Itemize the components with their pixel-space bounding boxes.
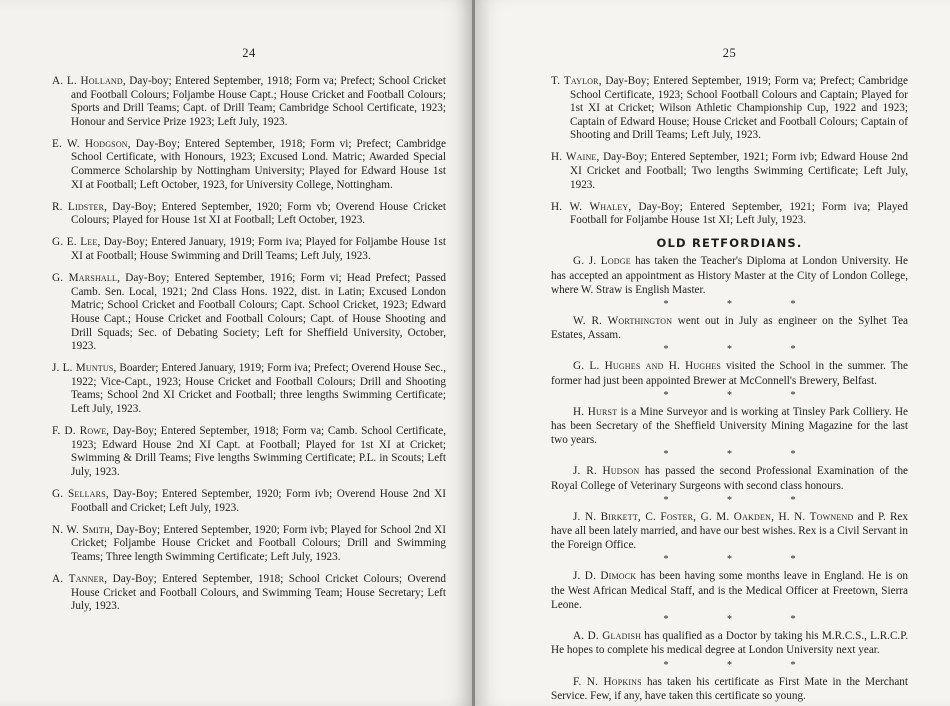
news-text: has been having some months leave in England. He is on the West African Medical Staff, and is the Medical Officer at Freetown, Sierra Leone. [551, 570, 908, 611]
leaver-name: A. Tanner, [52, 572, 108, 585]
leaver-details: Day-Boy; Entered September, 1920; Form ivb; Overend House 2nd XI Football and Cricket; Left July, 1923. [71, 487, 446, 514]
leaver-entry [551, 201, 908, 228]
leaver-details: Day-Boy; Entered September, 1921; Form iva; Played Football for Foljambe House 1st XI; Left July, 1923. [570, 200, 908, 227]
leaver-entry [52, 201, 446, 228]
section-heading: OLD RETFORDIANS. [656, 236, 803, 251]
leaver-entry [551, 75, 908, 143]
leaver-entry [52, 272, 446, 354]
leaver-name: G. E. Lee, [52, 236, 101, 249]
leaver-name: G. Marshall, [52, 272, 121, 285]
news-item [551, 629, 908, 657]
separator: * * * [663, 299, 824, 311]
page-number: 24 [242, 46, 256, 60]
leaver-entry [52, 524, 446, 565]
news-text: has qualified as a Doctor by taking his M.R.C.S., L.R.C.P. He hopes to complete his medical degree at London University next year. [551, 630, 908, 657]
leaver-name: H. Waine, [551, 151, 600, 164]
news-name: H. Hurst [573, 405, 618, 418]
news-item [551, 405, 908, 448]
leaver-details: Boarder; Entered January, 1919; Form iva; Prefect; Overend House Sec., 1922; Vice-Capt., 1923; House Cricket and Football Colours; Drill and Shooting Teams; School 2nd XI Cricket and Football; three lengths Swimming Certificate; Left July, 1923. [71, 362, 446, 415]
leaver-entry [52, 138, 446, 192]
leaver-name: A. L. Holland, [52, 75, 126, 87]
separator: * * * [663, 449, 824, 461]
news-text: has taken his certificate as First Mate in the Merchant Service. Few, if any, have taken this certificate so young. [551, 675, 909, 702]
news-name: G. J. Lodge [573, 255, 631, 268]
leaver-details: Day-Boy; Entered September, 1918; Form vi; Prefect; Cambridge School Certificate, with Honours, 1923; Excused Lond. Matric; Awarded Special Commerce Scholarship by Nottingham University; Played for Edward House 1st XI at Football; Left October, 1923, for University College, Nottingham. [71, 137, 446, 191]
leaver-entry [52, 75, 446, 129]
leaver-details: Day-Boy; Entered September, 1918; Form va; Camb. School Certificate, 1923; Edward House 2nd XI Capt. at Football; Played for 1st XI at Cricket; Swimming & Drill Teams; Five lengths Swimming Certificate; P.L. in Scouts; Left July, 1923. [71, 425, 446, 478]
news-name: G. L. Hughes and H. Hughes [573, 360, 722, 373]
news-name: A. D. Gladish [573, 630, 642, 643]
separator: * * * [663, 494, 824, 506]
news-item [551, 254, 908, 297]
news-text: and P. Rex have all been lately married, and have our best wishes. Rex is a Civil Servant in the Foreign Office. [551, 510, 908, 552]
left-page [0, 0, 474, 706]
leaver-name: G. Sellars, [52, 487, 109, 500]
news-name: J. R. Hudson [573, 465, 640, 478]
separator: * * * [663, 659, 824, 671]
leaver-name: E. W. Hodgson, [52, 137, 131, 150]
leaver-entry [52, 236, 446, 263]
news-item [551, 675, 908, 703]
leaver-name: F. D. Rowe, [52, 425, 110, 438]
news-item [551, 314, 908, 342]
leaver-entry [52, 425, 446, 479]
news-name: W. R. Worthington [573, 315, 673, 328]
leaver-name: H. W. Whaley, [551, 200, 632, 213]
page-number: 25 [722, 46, 737, 60]
leaver-entry [52, 573, 446, 614]
leaver-entry [52, 488, 446, 515]
separator: * * * [663, 389, 824, 401]
leaver-name: T. Taylor, [551, 75, 602, 87]
old-boys-news [551, 254, 908, 702]
leaver-entry [551, 151, 908, 192]
leaver-details: Day-Boy; Entered September, 1921; Form ivb; Edward House 2nd XI Cricket and Football; Two lengths Swimming Certificate; Left July, 1923. [570, 151, 909, 191]
leaver-list [551, 75, 908, 228]
separator: * * * [663, 554, 824, 566]
leaver-list [52, 75, 446, 614]
news-text: is a Mine Surveyor and is working at Tinsley Park Colliery. He has been Secretary of the Sheffield University Mining Magazine for the last two years. [551, 405, 908, 447]
leaver-name: N. W. Smith, [52, 523, 113, 536]
leaver-details: Day-boy; Entered September, 1918; Form va; Prefect; School Cricket and Football Colours; Foljambe House Capt.; House Cricket and Football Colours; Sports and Drill Teams; Capt. of Drill Team; Cambridge School Certificate, 1923; Honour and Service Prize 1923; Left July, 1923. [71, 75, 446, 128]
news-item [551, 510, 908, 553]
leaver-entry [52, 362, 446, 416]
news-item [551, 464, 908, 492]
leaver-details: Day-Boy; Entered September, 1916; Form vi; Head Prefect; Passed Camb. Sen. Local, 1921; 2nd Class Hons. 1922, dist. in Latin; Excused London Matric; School Cricket and Football Colours; Capt. School Cricket, 1923; Edward House Capt.; House Cricket and Football Colours; Capt. of House Shooting and Drill Squads; Sec. of Debating Society; Left for Sheffield University, October, 1923. [71, 272, 446, 353]
news-item [551, 569, 908, 612]
news-text: visited the School in the summer. The former had just been appointed Brewer at McConnell's Brewery, Belfast. [551, 360, 908, 387]
separator: * * * [663, 344, 824, 356]
news-text: has taken the Teacher's Diploma at London University. He has accepted an appointment as History Master at the City of London College, where W. Straw is English Master. [551, 255, 908, 296]
news-name: J. N. Birkett, C. Foster, G. M. Oakden, H. N. Townend [573, 510, 854, 523]
news-name: F. N. Hopkins [573, 675, 642, 688]
leaver-details: Day-Boy; Entered January, 1919; Form iva; Played for Foljambe House 1st XI at Football; House Swimming and Drill Teams; Left July, 1923. [71, 236, 446, 263]
leaver-details: Day-Boy; Entered September, 1919; Form va; Prefect; Cambridge School Certificate, 1923; School Football Colours and Captain; Played for 1st XI at Cricket; Wilson Athletic Championship Cup, 1922 and 1923; Captain of Edward House; House Cricket and Football Colours; Captain of Shooting and Drill Teams; Left July, 1923. [570, 75, 908, 142]
leaver-details: Day-Boy; Entered September, 1920; Form vb; Overend House Cricket Colours; Played for House 1st XI at Football; Left October, 1923. [71, 200, 446, 227]
news-item [551, 359, 908, 387]
leaver-name: J. L. Muntus, [52, 362, 117, 375]
news-text: has passed the second Professional Examination of the Royal College of Veterinary Surgeons with second class honours. [551, 465, 908, 492]
news-name: J. D. Dimock [573, 570, 637, 583]
leaver-name: R. Lidster, [52, 200, 108, 213]
news-text: went out in July as engineer on the Sylhet Tea Estates, Assam. [551, 315, 908, 342]
leaver-details: Day-Boy; Entered September, 1918; School Cricket Colours; Overend House Cricket and Football Colours, and Swimming Team; House Secretary; Left July, 1923. [71, 572, 446, 613]
right-page [475, 0, 950, 706]
leaver-details: Day-Boy; Entered September, 1920; Form ivb; Played for School 2nd XI Cricket; Foljambe House Cricket and Football Colours; Drill and Swimming Teams; Three length Swimming Certificate; Left July, 1923. [71, 523, 446, 563]
separator: * * * [663, 614, 824, 626]
